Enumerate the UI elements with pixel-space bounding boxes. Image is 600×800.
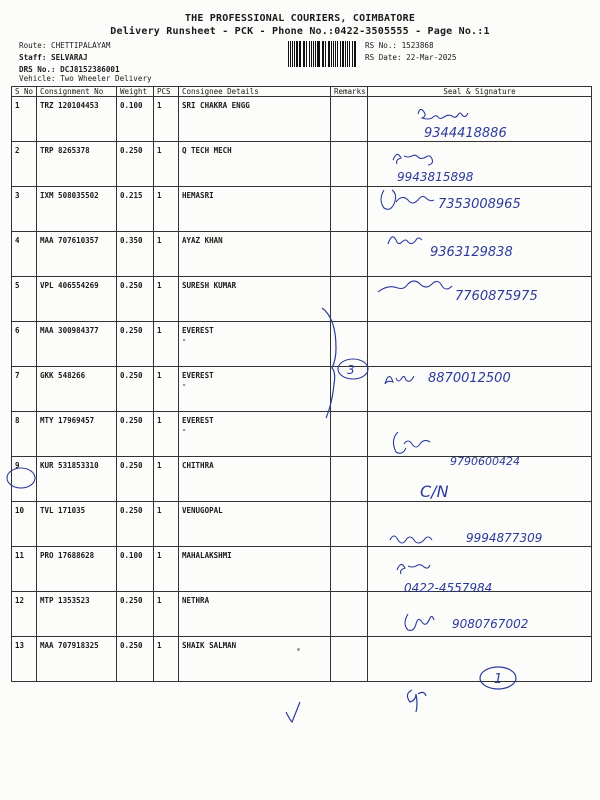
cell-consignee-text: EVEREST xyxy=(182,326,214,335)
cell-remarks xyxy=(331,232,368,277)
cell-weight xyxy=(117,187,154,232)
phone-row-1: 9344418886 xyxy=(424,126,507,141)
cell-consignment xyxy=(37,232,117,277)
cell-signature xyxy=(368,277,592,322)
cell-weight xyxy=(117,457,154,502)
cell-consignee xyxy=(179,592,331,637)
barcode-bar xyxy=(306,41,307,67)
remarks-count: 3 xyxy=(347,363,355,377)
table-row xyxy=(12,367,592,412)
cell-pcs xyxy=(154,322,179,367)
cell-remarks xyxy=(331,142,368,187)
table-header-row xyxy=(12,87,592,97)
table-row xyxy=(12,232,592,277)
cell-consignee-text: EVEREST xyxy=(182,416,214,425)
phone-row-3: 7353008965 xyxy=(438,197,521,212)
cell-consignee-text: EVEREST xyxy=(182,371,214,380)
col-remarks-header: Remarks xyxy=(331,87,368,97)
rs-number: RS No.: 1523868 xyxy=(365,41,434,50)
cell-weight-text: 0.100 xyxy=(120,551,143,560)
cell-pcs xyxy=(154,232,179,277)
cell-signature xyxy=(368,592,592,637)
cell-consignment xyxy=(37,367,117,412)
cell-signature xyxy=(368,412,592,457)
cell-consignment-text: VPL 406554269 xyxy=(40,281,99,290)
cell-weight xyxy=(117,142,154,187)
table-row xyxy=(12,277,592,322)
cell-weight-text: 0.250 xyxy=(120,461,143,470)
cell-consignment-text: GKK 548266 xyxy=(40,371,86,380)
cell-remarks xyxy=(331,637,368,682)
cell-pcs-text: 1 xyxy=(157,281,162,290)
cell-weight-text: 0.215 xyxy=(120,191,143,200)
cell-consignment-text: MAA 707610357 xyxy=(40,236,99,245)
table-row xyxy=(12,97,592,142)
cell-weight-text: 0.250 xyxy=(120,641,143,650)
cell-sno-text: 9 xyxy=(15,461,20,470)
cell-signature xyxy=(368,232,592,277)
cell-weight xyxy=(117,367,154,412)
cell-pcs-text: 1 xyxy=(157,191,162,200)
cell-pcs xyxy=(154,367,179,412)
cell-sno-text: 7 xyxy=(15,371,20,380)
phone-row-12: 0422-4557984 xyxy=(404,581,493,595)
cell-sno-text: 13 xyxy=(15,641,25,650)
cell-signature xyxy=(368,322,592,367)
cell-consignee xyxy=(179,637,331,682)
cell-sno xyxy=(12,187,37,232)
cell-pcs xyxy=(154,502,179,547)
cell-pcs xyxy=(154,637,179,682)
cell-pcs-text: 1 xyxy=(157,551,162,560)
phone-row-4: 9363129838 xyxy=(430,245,513,260)
cell-consignment-text: TVL 171035 xyxy=(40,506,86,515)
cell-signature xyxy=(368,457,592,502)
vehicle-label: Vehicle: Two Wheeler Delivery xyxy=(19,74,152,83)
cell-consignment xyxy=(37,502,117,547)
cell-consignment xyxy=(37,592,117,637)
cell-signature xyxy=(368,142,592,187)
cell-sno xyxy=(12,322,37,367)
barcode-bar xyxy=(329,41,330,67)
col-sno-header: S No xyxy=(12,87,37,97)
table-row xyxy=(12,457,592,502)
cell-consignment-text: MTY 17969457 xyxy=(40,416,95,425)
barcode-image xyxy=(288,41,358,67)
cell-consignment-text: PRO 17688628 xyxy=(40,551,95,560)
cell-consignment xyxy=(37,142,117,187)
cell-sno-text: 8 xyxy=(15,416,20,425)
cell-consignment xyxy=(37,547,117,592)
cell-signature xyxy=(368,637,592,682)
cell-remarks xyxy=(331,457,368,502)
table-row xyxy=(12,142,592,187)
footer-number: 1 xyxy=(494,672,503,687)
cell-weight xyxy=(117,277,154,322)
col-consignee-header: Consignee Details xyxy=(179,87,331,97)
phone-row-11: 9994877309 xyxy=(466,531,543,545)
cell-sno xyxy=(12,457,37,502)
cell-pcs-text: 1 xyxy=(157,146,162,155)
phone-row-5: 7760875975 xyxy=(455,289,538,304)
cell-sno-text: 3 xyxy=(15,191,20,200)
col-consignment-header: Consignment No xyxy=(37,87,117,97)
cell-weight xyxy=(117,502,154,547)
barcode-bar xyxy=(290,41,291,67)
cell-pcs-text: 1 xyxy=(157,506,162,515)
cell-remarks xyxy=(331,322,368,367)
cell-remarks xyxy=(331,277,368,322)
cell-signature xyxy=(368,367,592,412)
cell-weight xyxy=(117,547,154,592)
cell-consignment xyxy=(37,412,117,457)
cell-sno xyxy=(12,97,37,142)
cell-consignee xyxy=(179,412,331,457)
cell-sno xyxy=(12,637,37,682)
cell-sno-text: 5 xyxy=(15,281,20,290)
barcode-bar xyxy=(309,41,310,67)
barcode-bar xyxy=(349,41,350,67)
cell-pcs-text: 1 xyxy=(157,461,162,470)
consignee-mark: - xyxy=(182,381,187,389)
cell-consignee xyxy=(179,187,331,232)
cell-sno-text: 12 xyxy=(15,596,25,605)
cell-weight-text: 0.250 xyxy=(120,506,143,515)
cell-weight-text: 0.100 xyxy=(120,101,143,110)
cell-consignee xyxy=(179,232,331,277)
cell-sno xyxy=(12,367,37,412)
cell-pcs xyxy=(154,457,179,502)
barcode-bar xyxy=(355,41,356,67)
cell-remarks xyxy=(331,412,368,457)
cell-remarks xyxy=(331,547,368,592)
footer-initial-mark xyxy=(407,690,426,712)
cell-pcs-text: 1 xyxy=(157,641,162,650)
cell-signature xyxy=(368,97,592,142)
cell-consignment-text: KUR 531853310 xyxy=(40,461,99,470)
cell-weight-text: 0.350 xyxy=(120,236,143,245)
cell-consignment-text: MTP 1353523 xyxy=(40,596,90,605)
cell-pcs xyxy=(154,277,179,322)
phone-row-7: 8870012500 xyxy=(428,371,511,386)
cell-consignee xyxy=(179,277,331,322)
cell-weight-text: 0.250 xyxy=(120,281,143,290)
cell-consignee-text: AYAZ KHAN xyxy=(182,236,223,245)
runsheet-subtitle: Delivery Runsheet - PCK - Phone No.:0422-3505555 - Page No.:1 xyxy=(110,26,490,37)
table-row xyxy=(12,637,592,682)
cell-consignment-text: TRP 8265378 xyxy=(40,146,90,155)
cell-consignee xyxy=(179,142,331,187)
page-dot-mark xyxy=(297,648,300,651)
barcode-bar xyxy=(300,41,301,67)
barcode-bar xyxy=(296,41,297,67)
cell-consignment xyxy=(37,187,117,232)
cell-remarks xyxy=(331,592,368,637)
barcode-bar xyxy=(318,41,319,67)
cell-consignee xyxy=(179,367,331,412)
cell-consignee-text: MAHALAKSHMI xyxy=(182,551,232,560)
cell-signature xyxy=(368,547,592,592)
cell-signature xyxy=(368,502,592,547)
cell-weight-text: 0.250 xyxy=(120,326,143,335)
barcode-bar xyxy=(335,41,336,67)
cell-consignee-text: SRI CHAKRA ENGG xyxy=(182,101,250,110)
cell-sno xyxy=(12,592,37,637)
consignee-mark: - xyxy=(182,336,187,344)
cell-signature xyxy=(368,187,592,232)
cell-weight-text: 0.250 xyxy=(120,416,143,425)
cell-consignee xyxy=(179,322,331,367)
cell-remarks xyxy=(331,502,368,547)
cell-pcs xyxy=(154,97,179,142)
cell-consignee xyxy=(179,457,331,502)
barcode-bar xyxy=(325,41,326,67)
cell-consignee-text: SHAIK SALMAN xyxy=(182,641,237,650)
cell-sno-text: 1 xyxy=(15,101,20,110)
cell-consignment xyxy=(37,322,117,367)
cell-consignee-text: HEMASRI xyxy=(182,191,214,200)
table-row xyxy=(12,592,592,637)
cell-weight xyxy=(117,232,154,277)
phone-row-9: 9790600424 xyxy=(450,455,520,468)
table-row xyxy=(12,412,592,457)
phone-row-2: 9943815898 xyxy=(397,170,474,184)
cell-weight xyxy=(117,97,154,142)
cell-consignment-text: TRZ 120104453 xyxy=(40,101,99,110)
drs-number: DRS No.: DCJ8152386001 xyxy=(19,65,120,74)
delivery-table xyxy=(11,86,592,682)
cell-consignee-text: CHITHRA xyxy=(182,461,214,470)
row-10-note: C/N xyxy=(420,482,449,501)
rs-date: RS Date: 22-Mar-2025 xyxy=(365,53,457,62)
cell-pcs-text: 1 xyxy=(157,101,162,110)
route-label: Route: CHETTIPALAYAM xyxy=(19,41,111,50)
cell-sno xyxy=(12,547,37,592)
cell-pcs-text: 1 xyxy=(157,326,162,335)
table-row xyxy=(12,187,592,232)
cell-consignee xyxy=(179,97,331,142)
cell-pcs xyxy=(154,187,179,232)
table-row xyxy=(12,322,592,367)
cell-sno xyxy=(12,142,37,187)
cell-consignee-text: Q TECH MECH xyxy=(182,146,232,155)
col-weight-header: Weight xyxy=(117,87,154,97)
cell-consignment-text: MAA 300984377 xyxy=(40,326,99,335)
cell-pcs xyxy=(154,412,179,457)
cell-consignee-text: NETHRA xyxy=(182,596,210,605)
cell-weight xyxy=(117,322,154,367)
phone-row-13: 9080767002 xyxy=(452,617,529,631)
barcode-bar xyxy=(315,41,316,67)
cell-sno xyxy=(12,277,37,322)
cell-weight-text: 0.250 xyxy=(120,596,143,605)
cell-pcs-text: 1 xyxy=(157,596,162,605)
cell-sno xyxy=(12,412,37,457)
col-pcs-header: PCS xyxy=(154,87,179,97)
cell-pcs-text: 1 xyxy=(157,236,162,245)
company-title: THE PROFESSIONAL COURIERS, COIMBATORE xyxy=(184,13,416,24)
cell-remarks xyxy=(331,187,368,232)
barcode-bar xyxy=(345,41,346,67)
cell-pcs xyxy=(154,592,179,637)
cell-sno xyxy=(12,232,37,277)
consignee-mark: - xyxy=(182,426,187,434)
cell-consignment xyxy=(37,637,117,682)
cell-consignment xyxy=(37,457,117,502)
cell-remarks xyxy=(331,367,368,412)
cell-consignee xyxy=(179,502,331,547)
cell-consignee-text: VENUGOPAL xyxy=(182,506,223,515)
cell-sno-text: 10 xyxy=(15,506,25,515)
cell-sno xyxy=(12,502,37,547)
cell-sno-text: 2 xyxy=(15,146,20,155)
cell-consignee-text: SURESH KUMAR xyxy=(182,281,237,290)
cell-sno-text: 6 xyxy=(15,326,20,335)
cell-pcs-text: 1 xyxy=(157,371,162,380)
staff-label: Staff: SELVARAJ xyxy=(19,53,88,62)
cell-consignment xyxy=(37,277,117,322)
cell-weight-text: 0.250 xyxy=(120,146,143,155)
cell-consignment xyxy=(37,97,117,142)
cell-sno-text: 11 xyxy=(15,551,25,560)
cell-remarks xyxy=(331,97,368,142)
col-signature-header: Seal & Signature xyxy=(368,87,592,97)
cell-pcs xyxy=(154,547,179,592)
footer-tick-mark xyxy=(286,702,300,722)
cell-consignee xyxy=(179,547,331,592)
cell-weight-text: 0.250 xyxy=(120,371,143,380)
cell-weight xyxy=(117,412,154,457)
cell-consignment-text: MAA 707918325 xyxy=(40,641,99,650)
cell-pcs xyxy=(154,142,179,187)
cell-weight xyxy=(117,637,154,682)
cell-sno-text: 4 xyxy=(15,236,20,245)
cell-consignment-text: IXM 508035502 xyxy=(40,191,99,200)
table-row xyxy=(12,547,592,592)
table-row xyxy=(12,502,592,547)
cell-pcs-text: 1 xyxy=(157,416,162,425)
cell-weight xyxy=(117,592,154,637)
barcode-bar xyxy=(340,41,341,67)
